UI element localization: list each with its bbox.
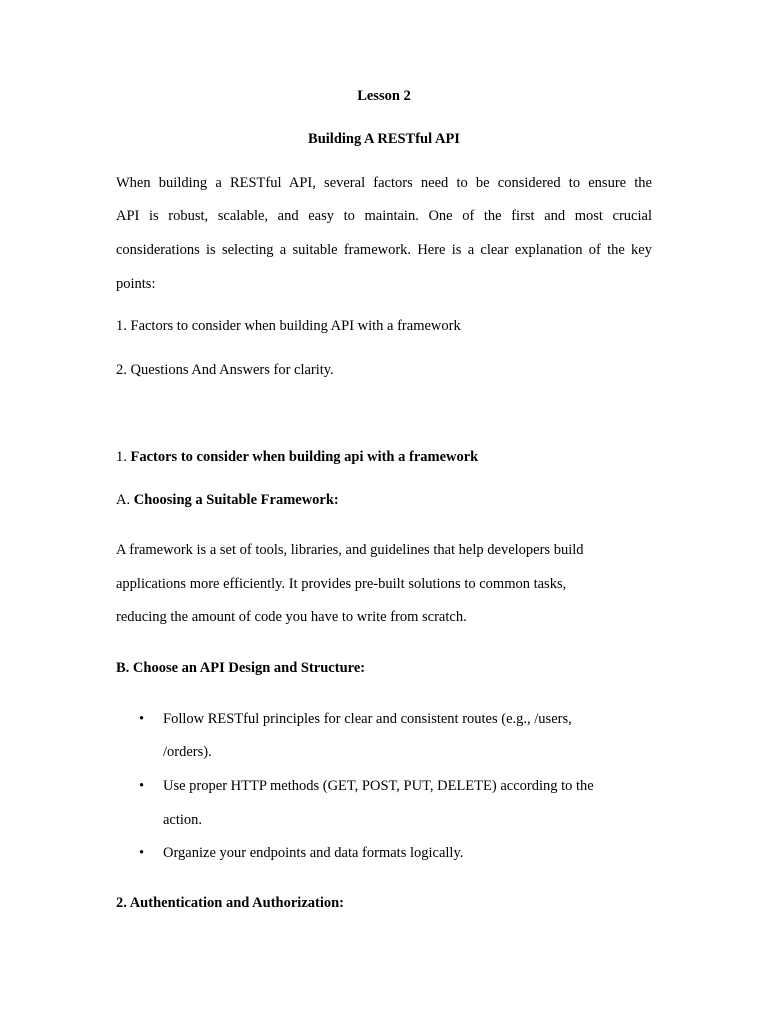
bullet-text: Use proper HTTP methods (GET, POST, PUT, DELETE) according to the [163, 778, 594, 794]
subsection-a-title: Choosing a Suitable Framework: [133, 492, 339, 508]
bullet-text: action. [163, 812, 203, 828]
subsection-a-heading [116, 491, 652, 509]
bullet-marker: • [139, 778, 145, 794]
bullet-text: /orders). [163, 744, 212, 760]
bullet-text: Follow RESTful principles for clear and consistent routes (e.g., /users, [163, 711, 572, 727]
section-1-title: Factors to consider when building api with a framework [130, 449, 479, 465]
framework-line: applications more efficiently. It provides pre-built solutions to common tasks, [116, 576, 567, 592]
lesson-title: Lesson 2 [357, 88, 411, 104]
section-1-heading [116, 448, 652, 466]
section-2-heading: 2. Authentication and Authorization: [116, 895, 344, 911]
bullet-marker: • [139, 845, 145, 861]
bullet-marker: • [139, 711, 145, 727]
subsection-a-prefix: A. [116, 492, 131, 508]
bullet-text: Organize your endpoints and data formats logically. [163, 845, 464, 861]
outline-item: 1. Factors to consider when building API with a framework [116, 318, 461, 334]
intro-line: points: [116, 276, 156, 292]
intro-line: When building a RESTful API, several factors need to be considered to ensure the [116, 175, 652, 191]
outline-item: 2. Questions And Answers for clarity. [116, 362, 334, 378]
intro-line: considerations is selecting a suitable framework. Here is a clear explanation of the key [116, 242, 652, 258]
section-1-number: 1. [116, 449, 127, 465]
framework-line: reducing the amount of code you have to write from scratch. [116, 609, 467, 625]
main-title: Building A RESTful API [308, 131, 460, 147]
intro-line: API is robust, scalable, and easy to maintain. One of the first and most crucial [116, 208, 652, 224]
subsection-b-heading: B. Choose an API Design and Structure: [116, 660, 366, 676]
framework-line: A framework is a set of tools, libraries, and guidelines that help developers build [116, 542, 584, 558]
